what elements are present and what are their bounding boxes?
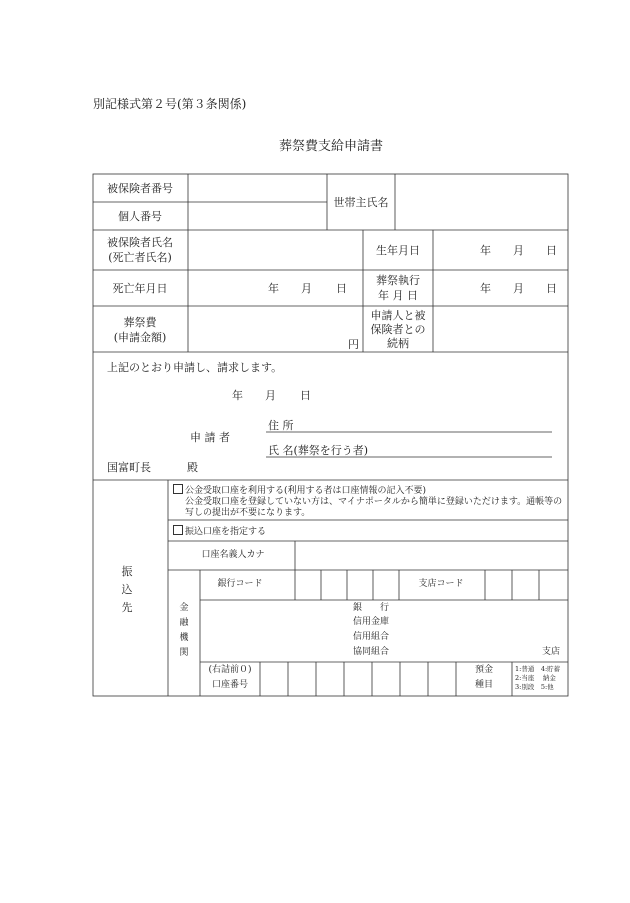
- application-statement: 上記のとおり申請し、請求します。: [107, 361, 283, 374]
- form-reference: 別記様式第２号(第３条関係): [93, 97, 247, 111]
- addressee: 国富町長: [107, 461, 151, 474]
- label-account-number: 口座番号: [211, 680, 249, 690]
- label-account-holder-kana: 口座名義人カナ: [201, 550, 265, 560]
- checkbox-specify-account[interactable]: [173, 525, 183, 535]
- option-specify-account[interactable]: [173, 525, 266, 539]
- public-account-note-1: 公金受取口座を登録していない方は、マイナポータルから簡単に登録いただけます。通帳等の: [185, 497, 563, 507]
- label-birth-date: 生年月日: [376, 244, 420, 257]
- transfer-label-2: 込: [121, 583, 133, 596]
- option-specify-account-label: 振込口座を指定する: [185, 527, 267, 537]
- birth-month: 月: [513, 244, 524, 257]
- label-funeral-date: 葬祭執行: [376, 274, 420, 287]
- type-shinkumi: 信用組合: [353, 632, 390, 642]
- funeral-month: 月: [513, 282, 524, 295]
- label-my-number: 個人番号: [118, 210, 162, 223]
- application-day: 日: [300, 389, 311, 402]
- deposit-options-2: 2:当座 納金: [515, 674, 556, 682]
- label-deceased-name: (死亡者氏名): [108, 251, 172, 264]
- honorific: 殿: [187, 461, 198, 474]
- death-day: 日: [336, 282, 347, 295]
- deposit-options-3: 3:別段 5:他: [515, 683, 554, 691]
- transfer-label-3: 先: [121, 601, 133, 614]
- label-relation-3: 続柄: [387, 337, 409, 350]
- death-month: 月: [301, 282, 312, 295]
- label-relation-2: 保険者との: [370, 323, 426, 336]
- fin-label-4: 関: [179, 648, 189, 658]
- label-insured-name: 被保険者氏名: [107, 236, 173, 249]
- public-account-note-2: 写しの提出が不要になります。: [185, 508, 311, 518]
- label-right-aligned-note: (右詰前０): [208, 665, 252, 675]
- application-year: 年: [232, 389, 243, 402]
- label-claim-amount: (申請金額): [113, 331, 167, 344]
- label-address: 住 所: [268, 419, 294, 432]
- label-household-head: 世帯主氏名: [333, 196, 389, 209]
- application-month: 月: [265, 389, 276, 402]
- fin-label-3: 機: [179, 633, 189, 643]
- birth-day: 日: [546, 244, 557, 257]
- type-bank: 銀 行: [353, 603, 390, 613]
- checkbox-public-account[interactable]: [173, 484, 183, 494]
- deposit-options-1: 1:普通 4:貯蓄: [515, 665, 561, 673]
- fin-label-2: 融: [179, 618, 189, 628]
- yen-unit: 円: [348, 338, 359, 351]
- type-shinkin: 信用金庫: [353, 617, 390, 627]
- label-relation-1: 申請人と被: [370, 309, 426, 322]
- option-public-account[interactable]: [173, 484, 426, 498]
- birth-year: 年: [480, 244, 491, 257]
- funeral-day: 日: [546, 282, 557, 295]
- label-branch: 支店: [542, 647, 561, 657]
- transfer-label-1: 振: [121, 565, 133, 578]
- funeral-year: 年: [480, 282, 491, 295]
- label-insured-number: 被保険者番号: [107, 182, 173, 195]
- label-deposit-type: 種目: [474, 680, 494, 690]
- page-title: 葬祭費支給申請書: [278, 139, 384, 154]
- label-branch-code: 支店コード: [418, 579, 464, 589]
- type-kyodo: 協同組合: [353, 647, 390, 657]
- label-applicant: 申 請 者: [190, 431, 230, 444]
- label-name: 氏 名(葬祭を行う者): [268, 444, 369, 457]
- fin-label-1: 金: [179, 603, 189, 613]
- label-death-date: 死亡年月日: [112, 282, 168, 295]
- option-public-account-label: 公金受取口座を利用する(利用する者は口座情報の記入不要): [185, 486, 427, 496]
- label-funeral-date-ymd: 年 月 日: [378, 289, 418, 302]
- label-bank-code: 銀行コード: [217, 579, 263, 589]
- death-year: 年: [268, 282, 279, 295]
- label-deposit: 預金: [474, 665, 494, 675]
- label-funeral-cost: 葬祭費: [123, 316, 157, 329]
